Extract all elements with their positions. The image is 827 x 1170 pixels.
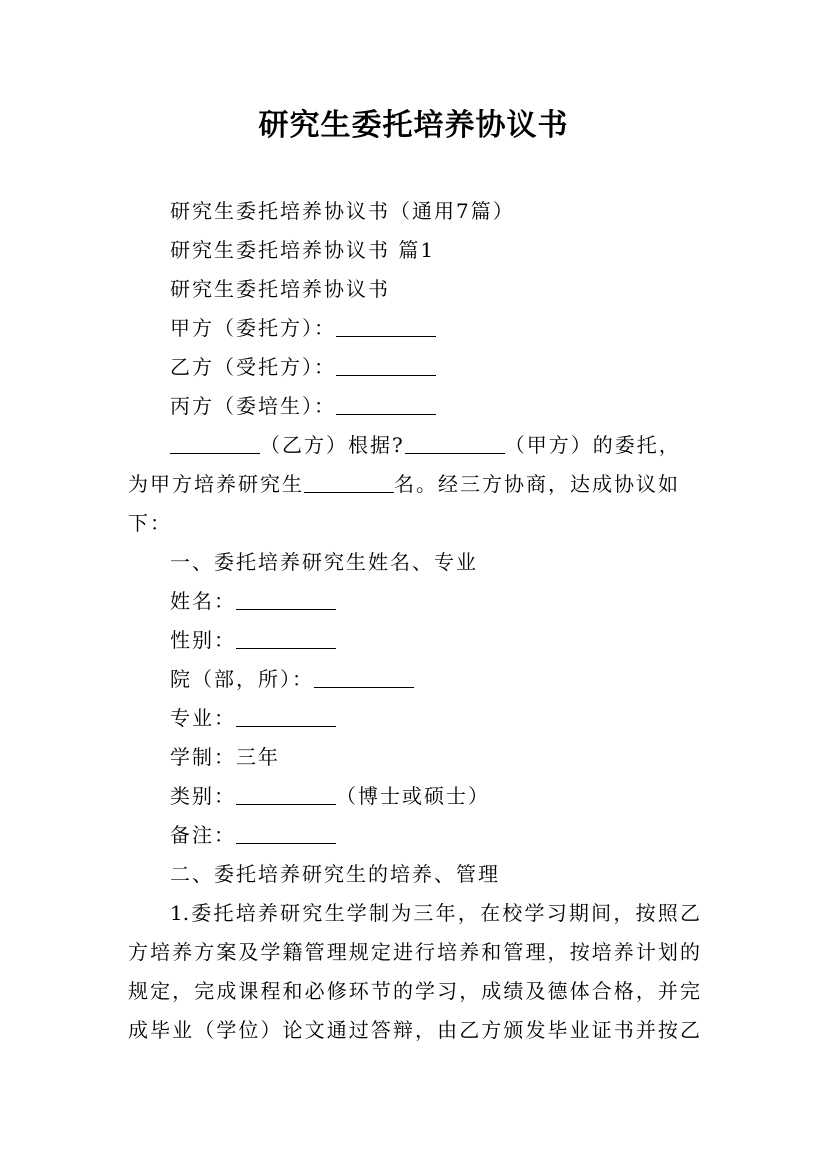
party-c-line (170, 391, 436, 421)
intro-text-3: 为甲方培养研究生 (128, 472, 304, 496)
intro-text-4: 名。经三方协商，达成协议如 (394, 472, 680, 496)
intro-line-3: 下： (128, 511, 172, 535)
dept-label: 院（部，所）： (170, 667, 314, 691)
doc-heading: 研究生委托培养协议书 (170, 277, 390, 301)
intro-text-1: （乙方）根据? (260, 433, 405, 457)
section2-line-3: 规定，完成课程和必修环节的学习，成绩及德体合格，并完 (128, 979, 700, 1003)
intro-blank-2 (405, 433, 505, 454)
gender-line (170, 625, 336, 655)
party-b-label: 乙方（受托方）： (170, 355, 336, 379)
party-c-blank (336, 394, 436, 415)
remark-label: 备注： (170, 823, 236, 847)
name-label: 姓名： (170, 589, 236, 613)
category-label: 类别： (170, 784, 236, 808)
section1-heading: 一、委托培养研究生姓名、专业 (170, 550, 478, 574)
major-line (170, 703, 336, 733)
party-a-line (170, 313, 436, 343)
party-a-label: 甲方（委托方）： (170, 316, 336, 340)
section2-line-1: 1.委托培养研究生学制为三年，在校学习期间，按照乙 (170, 901, 700, 925)
category-note: （博士或硕士） (336, 784, 490, 808)
category-blank (236, 784, 336, 805)
intro-blank-1 (170, 433, 260, 454)
section-label: 研究生委托培养协议书 篇1 (170, 238, 436, 262)
name-line (170, 586, 336, 616)
intro-line-2 (128, 469, 680, 499)
subtitle: 研究生委托培养协议书（通用7篇） (170, 199, 515, 223)
system-line: 学制：三年 (170, 745, 280, 769)
party-b-line (170, 352, 436, 382)
remark-blank (236, 823, 336, 844)
section2-line-4: 成毕业（学位）论文通过答辩，由乙方颁发毕业证书并按乙 (128, 1018, 700, 1042)
party-a-blank (336, 316, 436, 337)
section2-heading: 二、委托培养研究生的培养、管理 (170, 862, 500, 886)
intro-blank-3 (304, 472, 394, 493)
section2-line-2: 方培养方案及学籍管理规定进行培养和管理，按培养计划的 (128, 940, 700, 964)
dept-line (170, 664, 414, 694)
category-line (170, 781, 490, 811)
intro-line-1 (170, 430, 681, 460)
party-c-label: 丙方（委培生）： (170, 394, 336, 418)
gender-label: 性别： (170, 628, 236, 652)
gender-blank (236, 628, 336, 649)
name-blank (236, 589, 336, 610)
major-label: 专业： (170, 706, 236, 730)
intro-text-2: （甲方）的委托， (504, 433, 681, 457)
document-title: 研究生委托培养协议书 (258, 108, 569, 143)
remark-line (170, 820, 336, 850)
dept-blank (314, 667, 414, 688)
major-blank (236, 706, 336, 727)
party-b-blank (336, 355, 436, 376)
